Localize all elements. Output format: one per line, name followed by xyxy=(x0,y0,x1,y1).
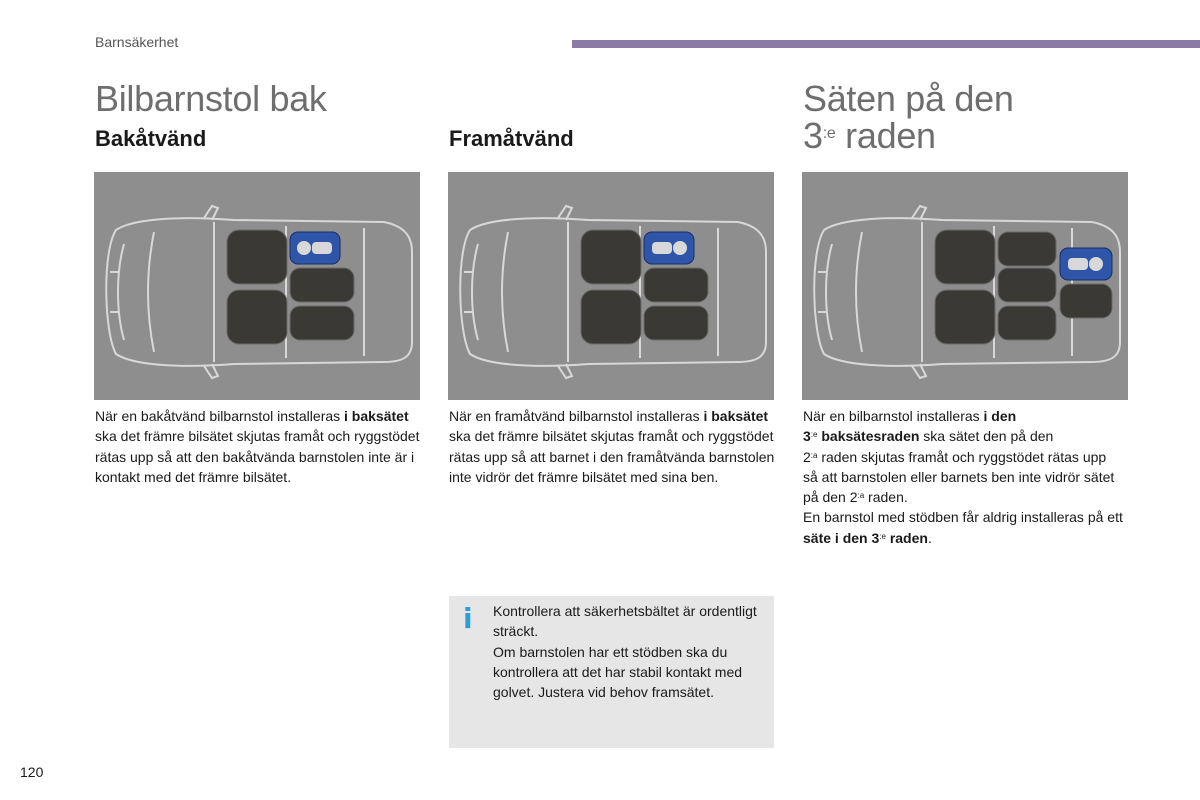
text-run: ska det främre bilsätet skjutas framåt och ryggstödet rätas upp så att den bakåtvända barnstolen inte är i kontakt med det främre bilsätet. xyxy=(95,428,420,485)
text-run: När en bakåtvänd bilbarnstol installeras xyxy=(95,408,345,424)
heading-forward: Framåtvänd xyxy=(449,126,574,151)
text-forward xyxy=(449,406,779,487)
page-number: 120 xyxy=(20,764,44,780)
text-run: När en bilbarnstol installeras xyxy=(803,408,984,424)
info-line: Kontrollera att säkerhetsbältet är ordentligt sträckt. xyxy=(493,603,757,640)
car-top-view-forward-child-seat-icon xyxy=(448,172,774,400)
section-label: Barnsäkerhet xyxy=(95,34,179,50)
text-run: raden. xyxy=(864,489,908,506)
text-run: ska sätet den på den xyxy=(919,428,1054,445)
text-run: När en framåtvänd bilbarnstol installeras xyxy=(449,408,704,424)
text-run-bold: säte i den 3 xyxy=(803,529,880,546)
side-title-line2-suffix: raden xyxy=(835,115,936,156)
info-box xyxy=(449,596,774,748)
text-run: . xyxy=(927,529,932,546)
ordinal-suffix: :e xyxy=(879,531,886,541)
side-title-line2-prefix: 3 xyxy=(803,115,823,156)
car-top-view-rearward-child-seat-icon xyxy=(94,172,420,400)
info-icon: i xyxy=(463,602,473,635)
info-text xyxy=(493,601,763,702)
text-third-row xyxy=(803,406,1123,548)
ordinal-suffix: :e xyxy=(810,430,818,440)
text-rearward xyxy=(95,406,425,487)
text-run-bold: i den xyxy=(983,408,1017,424)
ordinal-suffix: :a xyxy=(857,491,865,501)
text-run: 2 xyxy=(803,448,811,465)
car-top-view-third-row-child-seat-icon xyxy=(802,172,1128,400)
text-run-bold: 3 xyxy=(803,428,811,445)
ordinal-suffix: :a xyxy=(810,450,818,460)
forward-child-seat-icon xyxy=(644,232,694,264)
text-run-bold: i baksätet xyxy=(344,408,409,424)
page-title: Bilbarnstol bak xyxy=(95,78,327,119)
text-run-bold: baksätesraden xyxy=(817,428,920,445)
info-line: Om barnstolen har ett stödben ska du kontrollera att det har stabil kontakt med golvet. Justera vid behov framsätet. xyxy=(493,643,743,701)
side-title xyxy=(803,80,1014,154)
text-run-bold: raden xyxy=(885,529,928,546)
rearward-child-seat-icon xyxy=(290,232,340,264)
third-row-child-seat-icon xyxy=(1060,248,1112,280)
text-run-bold: i baksätet xyxy=(703,408,769,424)
text-run: raden skjutas framåt och ryggstödet rätas upp så att barnstolen eller barnets ben inte vidrör sätet på den 2 xyxy=(803,448,1115,506)
text-run: ska det främre bilsätet skjutas framåt och ryggstödet rätas upp så att barnet i den framåtvända barnstolen inte vidrör det främre bilsätet med sina ben. xyxy=(449,428,775,485)
header-accent-rule xyxy=(572,40,1200,48)
side-title-line1: Säten på den xyxy=(803,78,1014,119)
text-run: En barnstol med stödben får aldrig installeras på ett xyxy=(803,509,1123,526)
heading-rearward: Bakåtvänd xyxy=(95,126,207,151)
side-title-ordinal: :e xyxy=(822,125,836,142)
